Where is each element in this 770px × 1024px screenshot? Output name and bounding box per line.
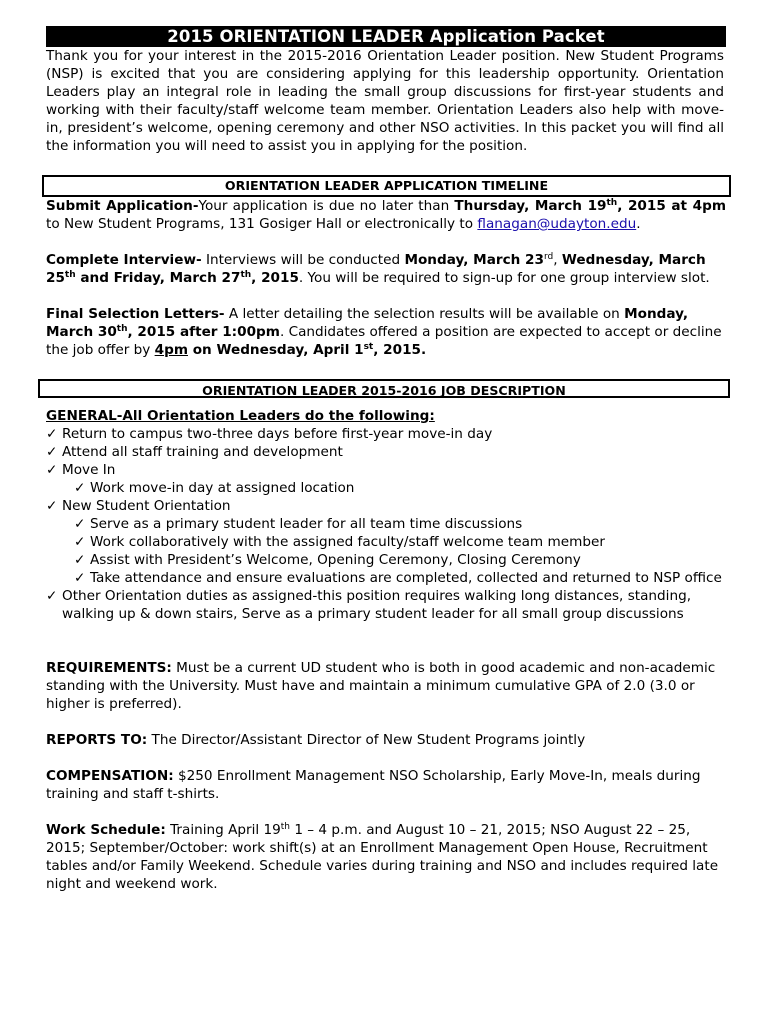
job-description-heading: ORIENTATION LEADER 2015-2016 JOB DESCRIPTION [38,379,730,398]
page-title: 2015 ORIENTATION LEADER Application Packet [46,26,726,47]
list-item: ✓ Work move-in day at assigned location [74,480,355,496]
submit-application-paragraph: Submit Application-Your application is due no later than Thursday, March 19th, 2015 at 4pm to New Student Programs, 131 Gosiger Hall or electronically to flanagan@udayton.edu. [46,198,726,232]
list-item: ✓ Move In ✓ Work move-in day at assigned location [46,461,726,497]
check-icon: ✓ [74,570,86,586]
compensation-paragraph: COMPENSATION: $250 Enrollment Management NSO Scholarship, Early Move-In, meals during training and staff t-shirts. [46,768,701,802]
list-item: ✓ Other Orientation duties as assigned-this position requires walking long distances, standing, walking up & down stairs, Serve as a primary student leader for all small group discussions [46,588,692,622]
list-item: ✓ Return to campus two-three days before first-year move-in day [46,426,493,442]
general-heading: GENERAL-All Orientation Leaders do the following: [46,408,435,424]
list-item: ✓ Serve as a primary student leader for all team time discussions [74,516,523,532]
complete-interview-paragraph: Complete Interview- Interviews will be conducted Monday, March 23rd, Wednesday, March 25th and Friday, March 27th, 2015. You will be required to sign-up for one group interview slot. [46,252,710,286]
document-page [46,26,726,893]
sub-list [62,515,726,587]
check-icon: ✓ [74,480,86,496]
check-icon: ✓ [46,462,58,478]
list-item: ✓ New Student Orientation ✓ Serve as a primary student leader for all team time discussions ✓ Work collaboratively with the assigned faculty/staff welcome team member ✓ Assist with President’s Welcome, Opening Ceremony, Closing Ceremony ✓ Take attendance and ensure evaluations are completed, collected and returned to NSP office [46,497,726,587]
check-icon: ✓ [74,552,86,568]
work-schedule-paragraph: Work Schedule: Training April 19th 1 – 4 p.m. and August 10 – 21, 2015; NSO August 22 – 25, 2015; September/October: work shift(s) at an Enrollment Management Open House, Recruitment tables and/or Family Weekend. Schedule varies during training and NSO and includes required late night and weekend work. [46,822,719,892]
complete-interview-label: Complete Interview- [46,252,202,268]
intro-paragraph: Thank you for your interest in the 2015-2016 Orientation Leader position. New Student Programs (NSP) is excited that you are considering applying for this leadership opportunity. Orientation Leaders play an integral role in leading the small group discussions for first-year students and working with their faculty/staff welcome team member. Orientation Leaders also help with move-in, president’s welcome, opening ceremony and other NSO activities. In this packet you will find all the information you will need to assist you in applying for the position. [46,48,724,154]
check-icon: ✓ [46,426,58,442]
final-selection-label: Final Selection Letters- [46,306,225,322]
final-selection-paragraph: Final Selection Letters- A letter detailing the selection results will be available on Monday, March 30th, 2015 after 1:00pm. Candidates offered a position are expected to accept or decline the job offer by 4pm on Wednesday, April 1st, 2015. [46,306,722,358]
sub-list [62,479,726,497]
email-link[interactable]: flanagan@udayton.edu [477,216,637,232]
requirements-paragraph: REQUIREMENTS: Must be a current UD student who is both in good academic and non-academic standing with the University. Must have and maintain a minimum cumulative GPA of 2.0 (3.0 or higher is preferred). [46,660,716,712]
check-icon: ✓ [74,516,86,532]
check-icon: ✓ [46,498,58,514]
check-icon: ✓ [46,444,58,460]
list-item: ✓ Take attendance and ensure evaluations are completed, collected and returned to NSP office [74,570,722,586]
submit-application-label: Submit Application- [46,198,199,214]
list-item: ✓ Assist with President’s Welcome, Opening Ceremony, Closing Ceremony [74,552,581,568]
check-icon: ✓ [74,534,86,550]
list-item: ✓ Work collaboratively with the assigned faculty/staff welcome team member [74,534,605,550]
reports-to-paragraph: REPORTS TO: The Director/Assistant Director of New Student Programs jointly [46,732,586,748]
list-item: ✓ Attend all staff training and development [46,444,343,460]
timeline-heading: ORIENTATION LEADER APPLICATION TIMELINE [42,175,731,197]
duties-list [46,425,726,623]
check-icon: ✓ [46,588,58,604]
